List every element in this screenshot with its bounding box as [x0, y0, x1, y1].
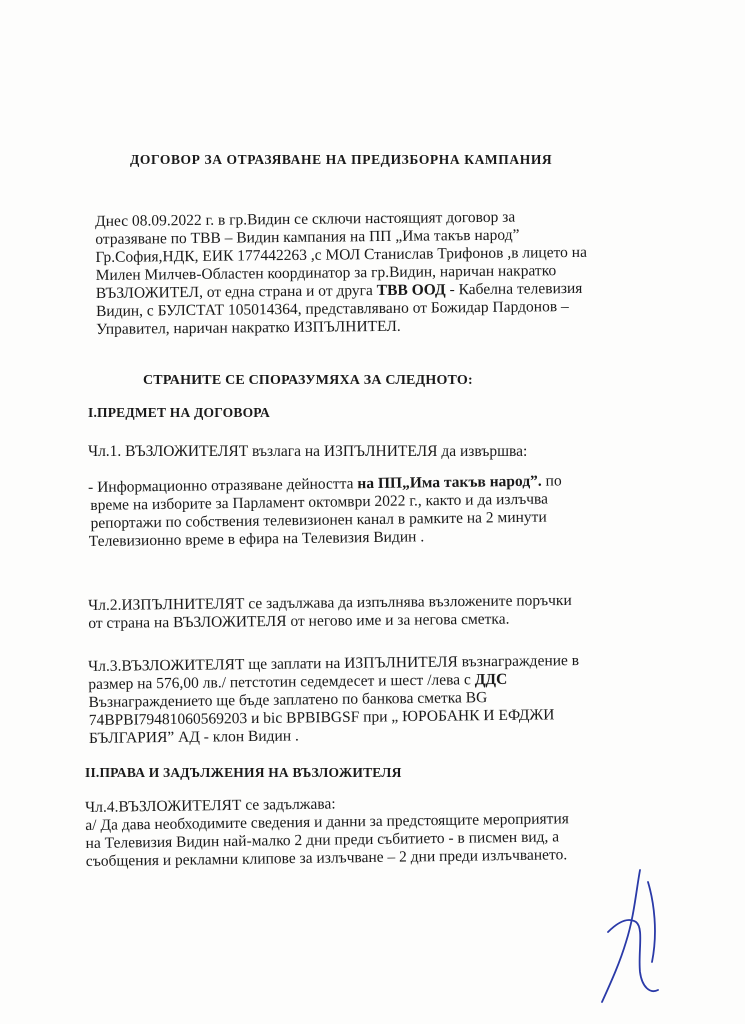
intro-text: ВЪЗЛОЖИТЕЛ, от една страна и от друга — [95, 282, 377, 302]
article-4 — [85, 792, 569, 871]
article-3 — [88, 652, 580, 748]
intro-line: Днес 08.09.2022 г. в гр.Видин се сключи настоящият договор за — [95, 208, 516, 230]
article-2-line: Чл.2.ИЗПЪЛНИТЕЛЯТ се задължава да изпълнява възложените поръчки — [88, 591, 572, 614]
vat-label: ДДС — [474, 670, 508, 689]
document-title: ДОГОВОР ЗА ОТРАЗЯВАНЕ НА ПРЕДИЗБОРНА КАМПАНИЯ — [130, 152, 553, 167]
article-1 — [88, 443, 527, 461]
company-name: ТВВ ООД — [376, 281, 446, 300]
article-3-text: размер на 576,00 лв./ петстотин седемдесет и шест /лева с — [88, 671, 475, 693]
article-3-line: 74BPBI79481060569203 и bic BPBIBGSF при „ ЮРОБАНК И ЕФДЖИ — [88, 706, 555, 729]
article-4-line: съобщения и рекламни клипове за излъчване – 2 дни преди излъчването. — [85, 846, 568, 870]
intro-paragraph — [95, 208, 588, 339]
bullet-line: време на изборите за Парламент октомври 2022 г., както и да излъчва — [90, 490, 549, 514]
bullet-line: Телевизионно време в ефира на Телевизия Видин . — [88, 528, 425, 550]
article-4-line: а/ Да дава необходимите сведения и данни за предстоящите мероприятия — [85, 810, 569, 834]
intro-text: - Кабелна телевизия — [445, 279, 583, 299]
article-2 — [88, 592, 572, 633]
handwritten-signature — [588, 862, 678, 1012]
article-2-line: от страна на ВЪЗЛОЖИТЕЛЯ от негово име и за негова сметка. — [88, 610, 510, 632]
section-2-heading: II.ПРАВА И ЗАДЪЛЖЕНИЯ НА ВЪЗЛОЖИТЕЛЯ — [85, 765, 402, 780]
party-name: на ПП„Има такъв народ”. — [357, 472, 542, 493]
intro-line: Управител, наричан накратко ИЗПЪЛНИТЕЛ. — [96, 317, 401, 338]
intro-line: Гр.София,НДК, ЕИК 177442263 ,с МОЛ Станислав Трифонов ,в лицето на — [95, 243, 587, 266]
article-3-line: БЪЛГАРИЯ” АД - клон Видин . — [88, 727, 299, 747]
intro-line: отразяване по ТВВ – Видин кампания на ПП „Има такъв народ” — [95, 226, 520, 248]
agreement-heading: СТРАНИТЕ СЕ СПОРАЗУМЯХА ЗА СЛЕДНОТО: — [143, 373, 473, 388]
bullet-text: по — [541, 472, 562, 490]
article-1-bullet — [88, 472, 563, 551]
section-1-heading: I.ПРЕДМЕТ НА ДОГОВОРА — [88, 405, 270, 420]
intro-line: Видин, с БУЛСТАТ 105014364, представлявано от Божидар Пардонов – — [95, 298, 569, 320]
article-3-line: Чл.3.ВЪЗЛОЖИТЕЛЯТ ще заплати на ИЗПЪЛНИТЕЛЯ възнаграждение в — [88, 652, 580, 675]
article-3-line: Възнаграждението ще бъде заплатено по банкова сметка BG — [88, 689, 488, 711]
intro-line: Милен Милчев-Областен координатор за гр.Видин, наричан накратко — [95, 262, 557, 284]
article-4-line: на Телевизия Видин най-малко 2 дни преди събитието - в писмен вид, а — [85, 828, 560, 852]
article-1-text: Чл.1. ВЪЗЛОЖИТЕЛЯТ възлага на ИЗПЪЛНИТЕЛЯ да извършва: — [88, 443, 528, 460]
article-4-line: Чл.4.ВЪЗЛОЖИТЕЛЯТ се задължава: — [85, 795, 336, 816]
bullet-text: - Информационно отразяване дейността — [88, 475, 358, 496]
bullet-line: репортажи по собствения телевизионен канал в рамките на 2 минути — [90, 508, 547, 532]
